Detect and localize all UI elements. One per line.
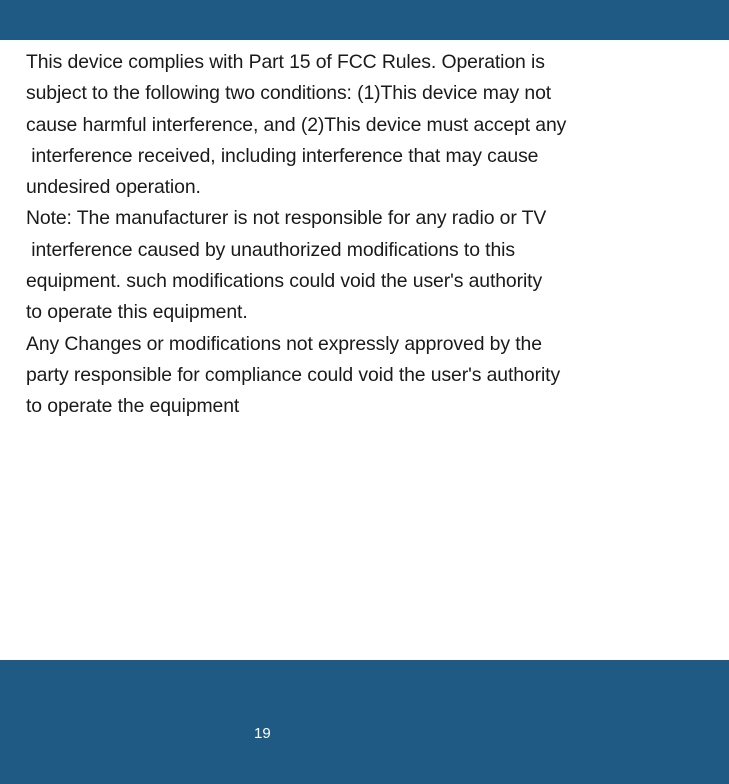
statement-line: subject to the following two conditions: (1)This device may not (26, 82, 552, 105)
changes-line: Any Changes or modifications not expressly approved by the (26, 332, 542, 355)
changes-line: to operate the equipment (26, 395, 240, 418)
changes-line: party responsible for compliance could void the user's authority (26, 363, 561, 386)
statement-line: undesired operation. (26, 176, 201, 199)
statement-line: This device complies with Part 15 of FCC Rules. Operation is (26, 51, 545, 73)
page-number: 19 (254, 725, 271, 742)
statement-line: cause harmful interference, and (2)This device must accept any (26, 113, 567, 136)
note-line: interference caused by unauthorized modifications to this (26, 238, 515, 261)
header-band (0, 0, 729, 40)
statement-line: interference received, including interference that may cause (26, 144, 539, 167)
footer-band (0, 660, 729, 784)
fcc-statement (26, 47, 716, 423)
note-line: Note: The manufacturer is not responsible for any radio or TV (26, 207, 547, 230)
note-line: equipment. such modifications could void the user's authority (26, 270, 543, 293)
note-line: to operate this equipment. (26, 301, 248, 324)
